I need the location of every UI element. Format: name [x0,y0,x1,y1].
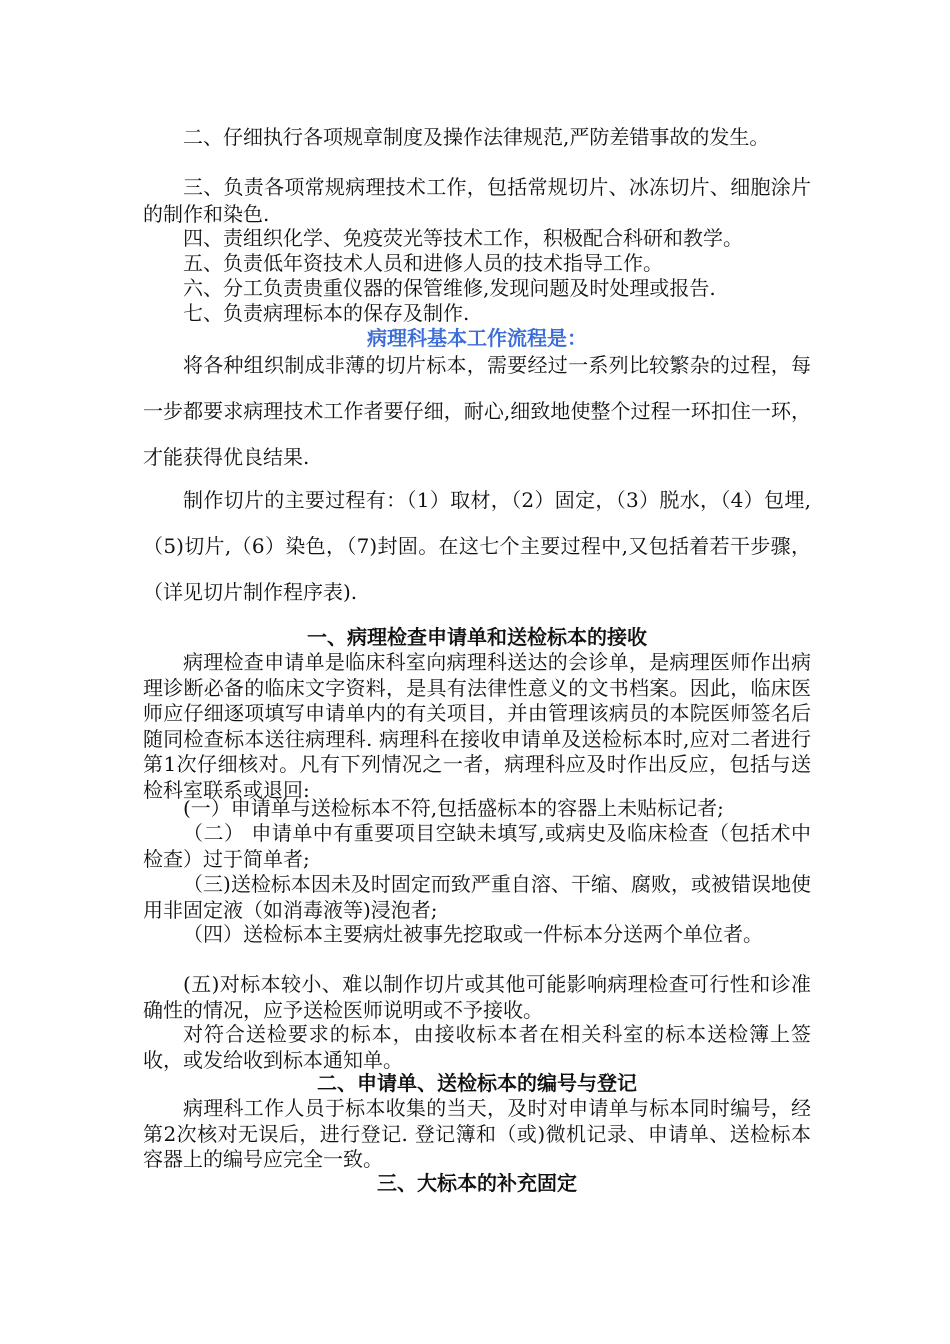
section-1-item-3: （三)送检标本因未及时固定而致严重自溶、干缩、腐败，或被错误地使用非固定液（如消毒液等)浸泡者; [143,872,811,922]
section-1-item-5: (五)对标本较小、难以制作切片或其他可能影响病理检查可行性和诊准确性的情况，应予送检医师说明或不予接收。 [143,972,811,1022]
duty-5-paragraph: 五、负责低年资技术人员和进修人员的技术指导工作。 [183,251,663,275]
section-1-item-1: (一）申请单与送检标本不符,包括盛标本的容器上未贴标记者; [183,796,724,820]
section-1-closing-paragraph: 对符合送检要求的标本，由接收标本者在相关科室的标本送检簿上签收，或发给收到标本通知单。 [143,1022,811,1072]
section-1-item-4: （四）送检标本主要病灶被事先挖取或一件标本分送两个单位者。 [183,922,763,946]
workflow-heading: 病理科基本工作流程是： [367,326,587,350]
section-2-paragraph: 病理科工作人员于标本收集的当天，及时对申请单与标本同时编号，经第2次核对无误后，进行登记. 登记簿和（或)微机记录、申请单、送检标本容器上的编号应完全一致。 [143,1096,811,1171]
section-3-heading: 三、大标本的补充固定 [377,1171,577,1195]
duty-7-paragraph: 七、负责病理标本的保存及制作. [183,301,470,325]
duty-3-paragraph: 三、负责各项常规病理技术工作，包括常规切片、冰冻切片、细胞涂片的制作和染色. [143,175,811,226]
duty-6-paragraph: 六、分工负责贵重仪器的保管维修,发现问题及时处理或报告. [183,276,716,300]
workflow-steps-paragraph: 制作切片的主要过程有：（1）取材，（2）固定，（3）脱水，（4）包埋,（5)切片,（6）染色，（7)封固。在这七个主要过程中,又包括着若干步骤，（详见切片制作程序表). [143,488,811,604]
duty-4-paragraph: 四、责组织化学、免疫荧光等技术工作，积极配合科研和教学。 [183,226,743,250]
section-1-heading: 一、病理检查申请单和送检标本的接收 [307,625,647,649]
workflow-intro-paragraph: 将各种组织制成非薄的切片标本，需要经过一系列比较繁杂的过程，每一步都要求病理技术工作者要仔细，耐心,细致地使整个过程一环扣住一环，才能获得优良结果. [143,353,811,469]
section-1-intro-paragraph: 病理检查申请单是临床科室向病理科送达的会诊单，是病理医师作出病理诊断必备的临床文字资料，是具有法律性意义的文书档案。因此，临床医师应仔细逐项填写申请单内的有关项目，并由管理该病员的本院医师签名后随同检查标本送往病理科. 病理科在接收申请单及送检标本时,应对二者进行第1次仔细核对。凡有下列情况之一者，病理科应及时作出反应，包括与送检科室联系或退回: [143,650,811,802]
section-2-heading: 二、申请单、送检标本的编号与登记 [317,1071,637,1095]
duty-2-paragraph: 二、仔细执行各项规章制度及操作法律规范,严防差错事故的发生。 [183,125,770,149]
section-1-item-2: （二） 申请单中有重要项目空缺未填写,或病史及临床检查（包括术中检查）过于简单者; [143,821,811,871]
